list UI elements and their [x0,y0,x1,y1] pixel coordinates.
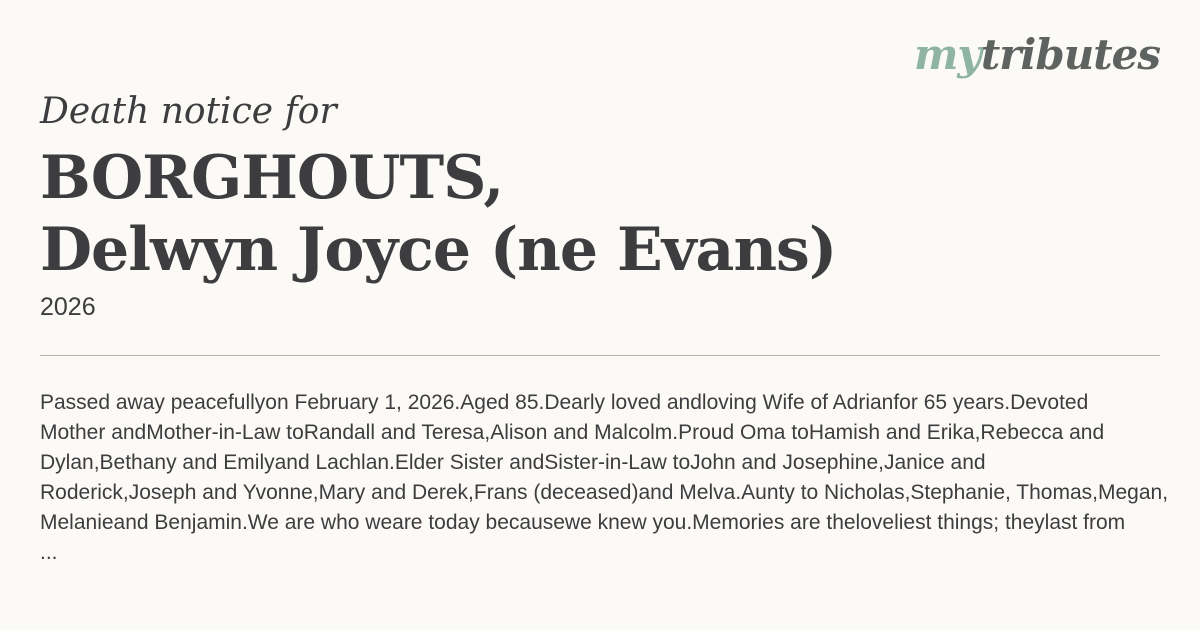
notice-heading: Death notice for [40,91,337,132]
notice-body [40,388,1200,568]
notice-year: 2026 [40,293,96,321]
notice-line: Dylan,Bethany and Emilyand Lachlan.Elder Sister andSister-in-Law toJohn and Josephine,Janice and [40,451,986,474]
notice-ellipsis: ... [40,541,58,564]
deceased-given-names: Delwyn Joyce (ne Evans) [40,215,837,285]
notice-line: Mother andMother-in-Law toRandall and Teresa,Alison and Malcolm.Proud Oma toHamish and Erika,Rebecca and [40,421,1105,444]
deceased-surname: BORGHOUTS, [40,143,504,213]
logo-my-text: my [913,30,981,79]
notice-line: Melanieand Benjamin.We are who weare today becausewe knew you.Memories are theloveliest things; theylast from [40,511,1126,534]
deceased-name [40,142,836,286]
divider [40,355,1160,356]
notice-line: Roderick,Joseph and Yvonne,Mary and Derek,Frans (deceased)and Melva.Aunty to Nicholas,Stephanie, Thomas,Megan, [40,481,1169,504]
mytributes-logo[interactable] [913,30,1160,79]
logo-tributes-text: tributes [980,30,1160,79]
notice-line: Passed away peacefullyon February 1, 2026.Aged 85.Dearly loved andloving Wife of Adrianfor 65 years.Devoted [40,391,1089,414]
